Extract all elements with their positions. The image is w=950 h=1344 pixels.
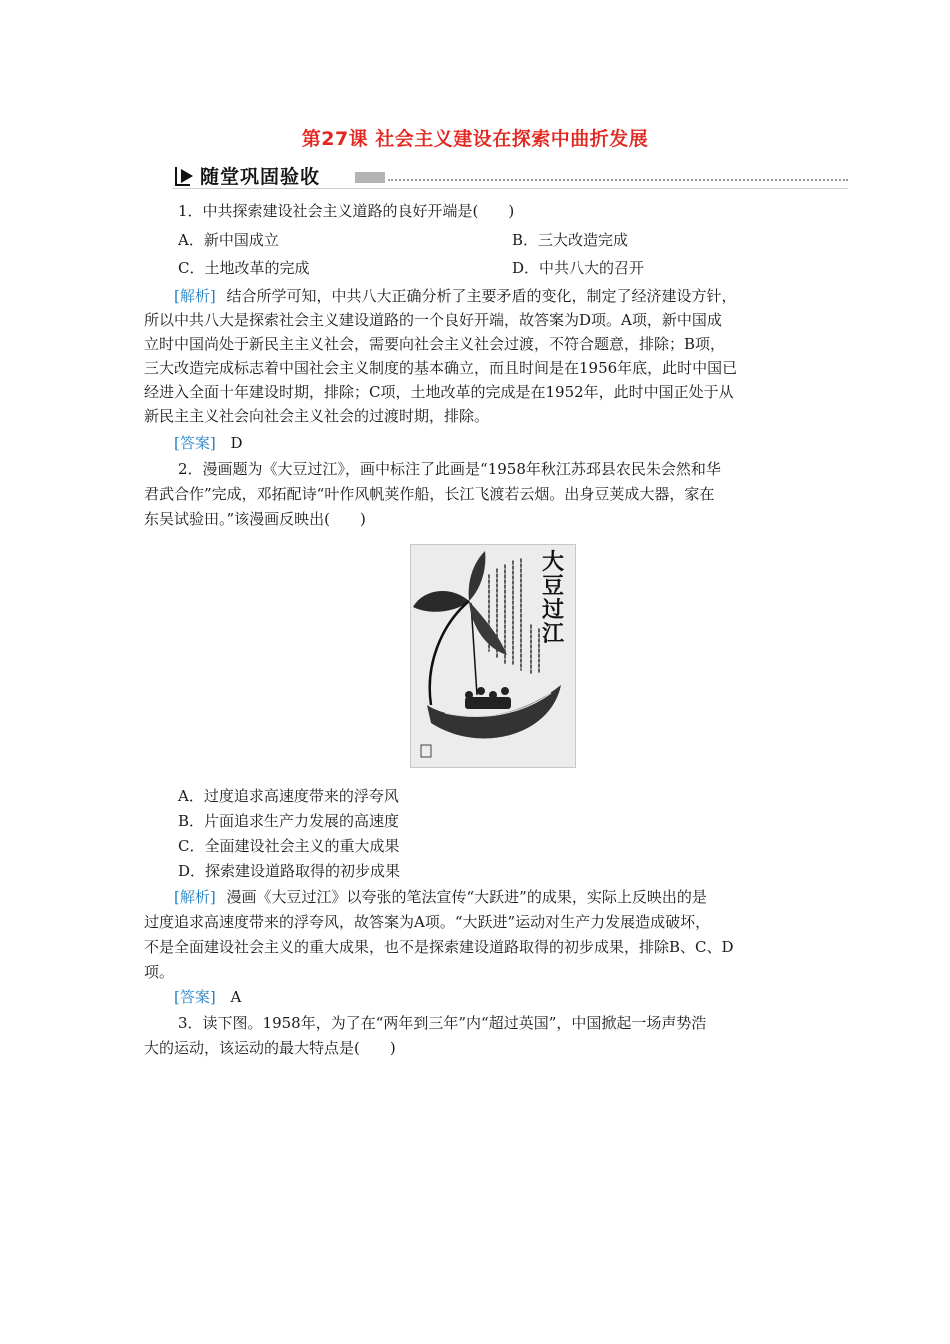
q1-analysis-line-1: [解析] 结合所学可知，中共八大正确分析了主要矛盾的变化，制定了经济建设方针， (174, 287, 737, 305)
q1-option-c: C．土地改革的完成 (178, 259, 310, 277)
q3-stem-line-2: 大的运动，该运动的最大特点是( ) (144, 1039, 396, 1057)
q2-option-b: B．片面追求生产力发展的高速度 (178, 812, 400, 830)
soybean-cartoon-image (410, 544, 576, 768)
q2-stem-line-3: 东吴试验田。”该漫画反映出( ) (144, 510, 366, 528)
q1-option-a: A．新中国成立 (178, 231, 279, 249)
section-underline (172, 188, 848, 189)
q2-answer-tag: [答案] (174, 988, 216, 1006)
q2-option-a: A．过度追求高速度带来的浮夸风 (178, 787, 399, 805)
q1-stem: 1．中共探索建设社会主义道路的良好开端是( ) (178, 202, 515, 220)
q2-answer-value: A (230, 988, 242, 1006)
q2-stem-line-2: 君武合作”完成，邓拓配诗“叶作风帆荚作船，长江飞渡若云烟。出身豆荚成大器，家在 (144, 485, 715, 503)
q1-option-b: B．三大改造完成 (512, 231, 629, 249)
q1-option-d: D．中共八大的召开 (512, 259, 645, 277)
play-arrow-icon (174, 164, 196, 186)
q1-analysis-line-4: 三大改造完成标志着中国社会主义制度的基本确立，而且时间是在1956年底，此时中国已 (144, 359, 738, 377)
q2-analysis-line-2: 过度追求高速度带来的浮夸风，故答案为A项。“大跃进”运动对生产力发展造成破坏， (144, 913, 711, 931)
lesson-title: 第27课 社会主义建设在探索中曲折发展 (301, 128, 649, 150)
q1-analysis-tag: [解析] (174, 287, 216, 305)
q2-analysis-line-1: [解析] 漫画《大豆过江》以夸张的笔法宣传“大跃进”的成果，实际上反映出的是 (174, 888, 707, 906)
q1-analysis-line-6: 新民主主义社会向社会主义社会的过渡时期，排除。 (144, 407, 490, 425)
q1-answer-value: D (230, 434, 243, 452)
q2-stem-line-1: 2．漫画题为《大豆过江》，画中标注了此画是“1958年秋江苏邳县农民朱会然和华 (178, 460, 721, 478)
q2-analysis-tag: [解析] (174, 888, 216, 906)
q1-analysis-line-3: 立时中国尚处于新民主主义社会，需要向社会主义社会过渡，不符合题意，排除；B项， (144, 335, 726, 353)
cartoon-title: 大 豆 过 江 (541, 550, 564, 647)
q2-answer (174, 986, 241, 1008)
section-header (172, 160, 848, 190)
q1-answer (174, 432, 243, 454)
q3-stem-line-1: 3．读下图。1958年，为了在“两年到三年”内“超过英国”，中国掀起一场声势浩 (178, 1014, 707, 1032)
q2-analysis-line-4: 项。 (144, 963, 175, 981)
section-label: 随堂巩固验收 (200, 166, 321, 188)
q1-answer-tag: [答案] (174, 434, 216, 452)
section-divider (388, 179, 848, 181)
q1-analysis-line-5: 经进入全面十年建设时期，排除；C项，土地改革的完成是在1952年，此时中国正处于从 (144, 383, 734, 401)
q2-option-c: C．全面建设社会主义的重大成果 (178, 837, 400, 855)
q2-analysis-line-3: 不是全面建设社会主义的重大成果，也不是探索建设道路取得的初步成果，排除B、C、D (144, 938, 734, 956)
q1-analysis-line-2: 所以中共八大是探索社会主义建设道路的一个良好开端，故答案为D项。A项，新中国成 (144, 311, 722, 329)
q2-option-d: D．探索建设道路取得的初步成果 (178, 862, 401, 880)
section-bar (355, 172, 385, 183)
